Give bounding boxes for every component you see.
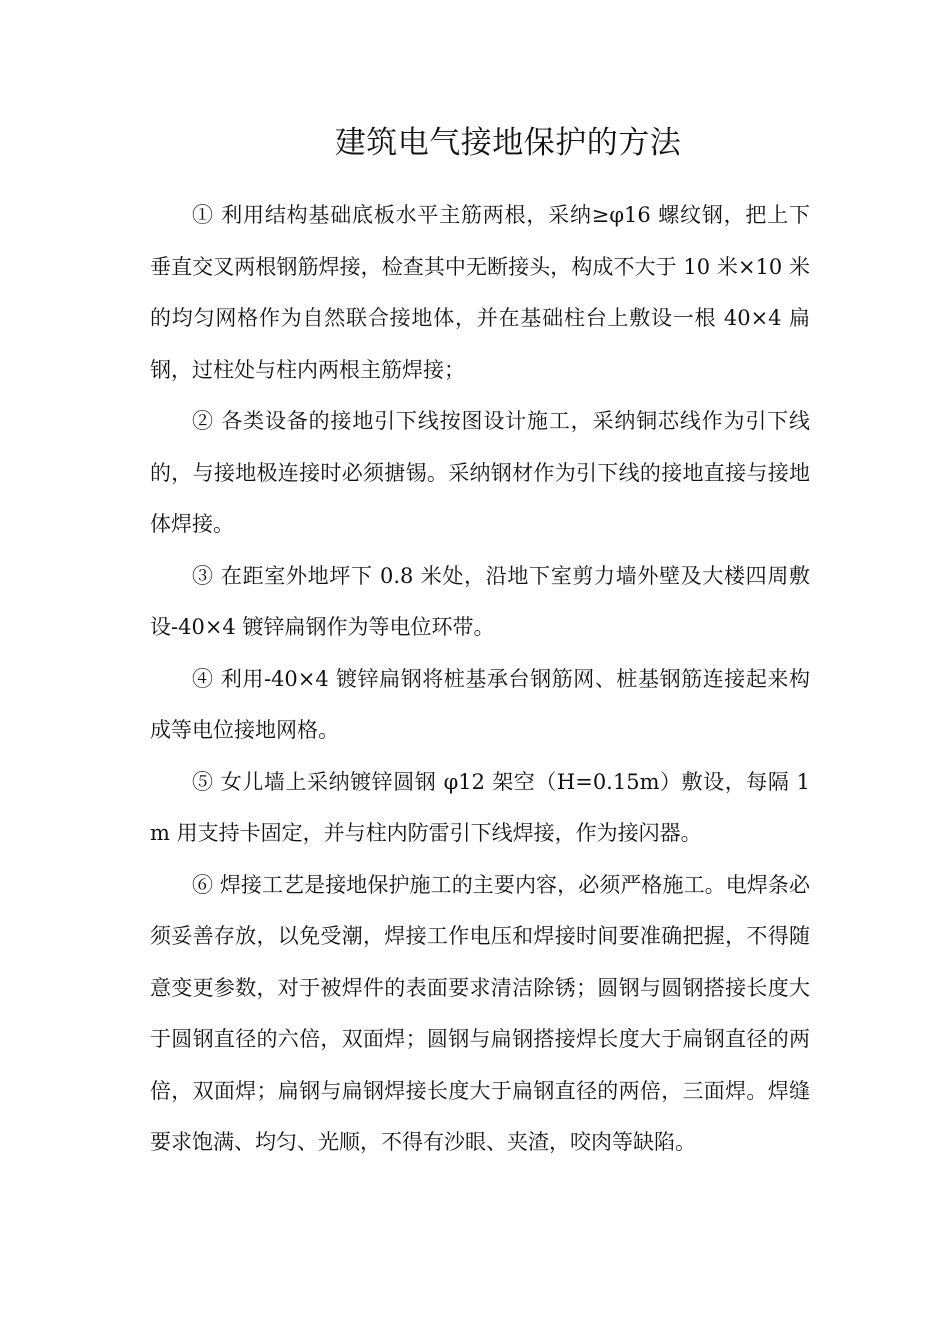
document-body: [150, 190, 810, 1169]
paragraph-1: ① 利用结构基础底板水平主筋两根，采纳≥φ16 螺纹钢，把上下垂直交叉两根钢筋焊接，检查其中无断接头，构成不大于 10 米×10 米的均匀网格作为自然联合接地体，并在基础柱台上敷设一根 40×4 扁钢，过柱处与柱内两根主筋焊接；: [150, 203, 810, 382]
paragraph-3: ③ 在距室外地坪下 0.8 米处，沿地下室剪力墙外壁及大楼四周敷设-40×4 镀锌扁钢作为等电位环带。: [150, 563, 810, 639]
paragraph-4: ④ 利用-40×4 镀锌扁钢将桩基承台钢筋网、桩基钢筋连接起来构成等电位接地网格。: [150, 666, 810, 742]
paragraph-5: ⑤ 女儿墙上采纳镀锌圆钢 φ12 架空（H=0.15m）敷设，每隔 1m 用支持卡固定，并与柱内防雷引下线焊接，作为接闪器。: [150, 769, 810, 845]
document-title: 建筑电气接地保护的方法: [334, 125, 682, 161]
paragraph-6: ⑥ 焊接工艺是接地保护施工的主要内容，必须严格施工。电焊条必须妥善存放，以免受潮，焊接工作电压和焊接时间要准确把握，不得随意变更参数，对于被焊件的表面要求清洁除锈；圆钢与圆钢搭接长度大于圆钢直径的六倍，双面焊；圆钢与扁钢搭接焊长度大于扁钢直径的两倍，双面焊；扁钢与扁钢焊接长度大于扁钢直径的两倍，三面焊。焊缝要求饱满、均匀、光顺，不得有沙眼、夹渣，咬肉等缺陷。: [150, 872, 810, 1154]
paragraph-2: ② 各类设备的接地引下线按图设计施工，采纳铜芯线作为引下线的，与接地极连接时必须搪锡。采纳钢材作为引下线的接地直接与接地体焊接。: [150, 409, 810, 536]
